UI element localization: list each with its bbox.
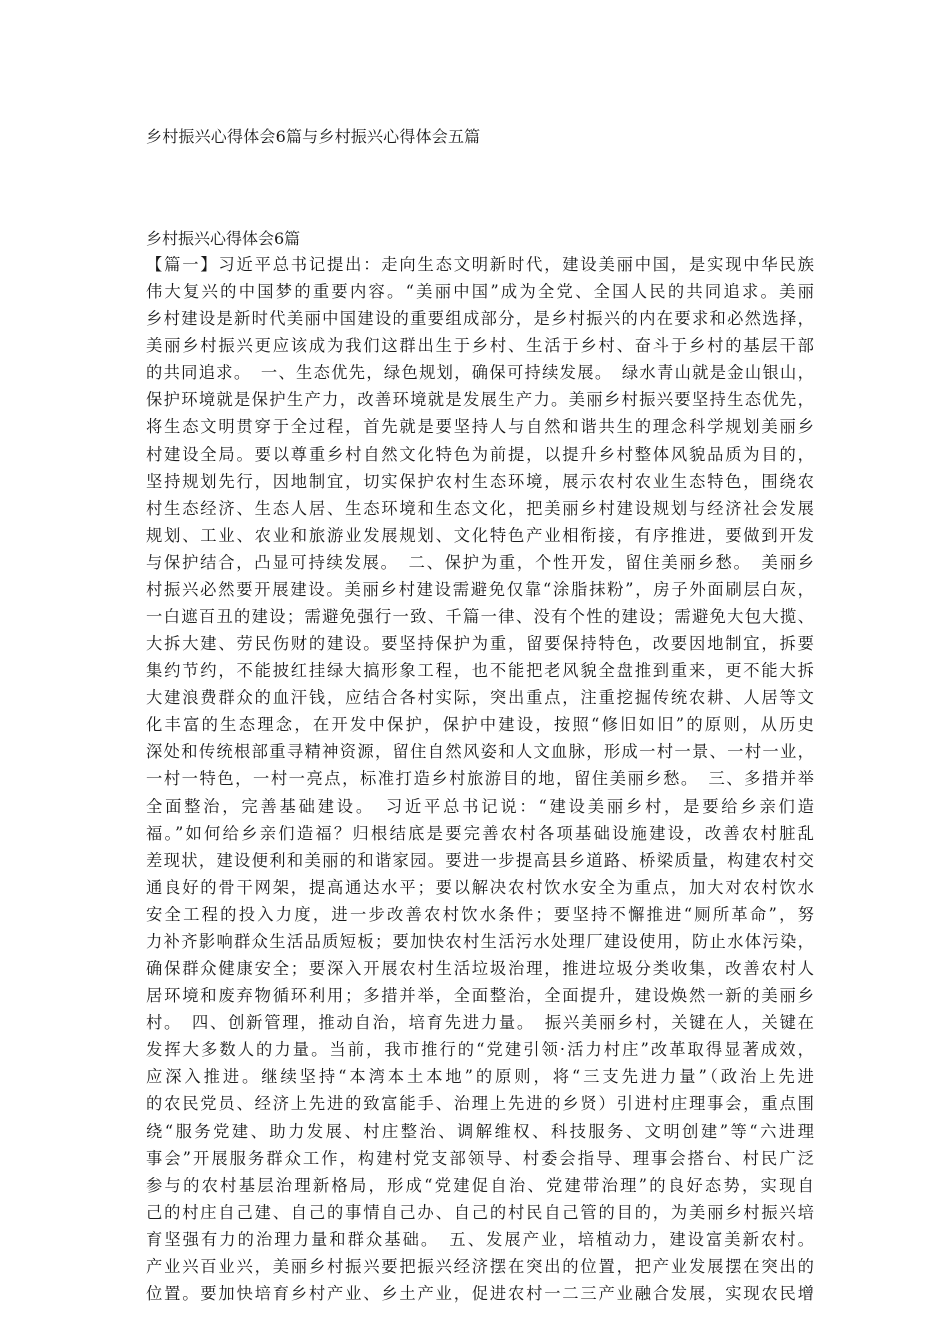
body-text-line: 己的村庄自己建、自己的事情自己办、自己的村民自己管的目的，为美丽乡村振兴培 [146, 1202, 814, 1222]
body-text-line: 村建设全局。要以尊重乡村自然文化特色为前提，以提升乡村整体风貌品质为目的， [146, 444, 814, 464]
body-text-line: 大拆大建、劳民伤财的建设。要坚持保护为重，留要保持特色，改要因地制宜，拆要 [146, 634, 814, 654]
body-text-line: 化丰富的生态理念，在开发中保护，保护中建设，按照“修旧如旧”的原则，从历史 [146, 715, 814, 735]
body-text-line: 应深入推进。继续坚持“本湾本土本地”的原则，将“三支先进力量”（政治上先进 [146, 1067, 814, 1087]
body-text-line: 差现状，建设便利和美丽的和谐家园。要进一步提高县乡道路、桥梁质量，构建农村交 [146, 850, 814, 870]
body-text-line: 深处和传统根部重寻精神资源，留住自然风姿和人文血脉，形成一村一景、一村一业， [146, 742, 814, 762]
body-text-line: 福。”如何给乡亲们造福？归根结底是要完善农村各项基础设施建设，改善农村脏乱 [146, 823, 814, 843]
body-text-line: 坚持规划先行，因地制宜，切实保护农村生态环境，展示农村农业生态特色，围绕农 [146, 471, 814, 491]
body-text-line: 全面整治，完善基础建设。 习近平总书记说：“建设美丽乡村，是要给乡亲们造 [146, 796, 814, 816]
body-text-line: 绕“服务党建、助力发展、村庄整治、调解维权、科技服务、文明创建”等“六进理 [146, 1121, 814, 1141]
body-text-line: 安全工程的投入力度，进一步改善农村饮水条件；要坚持不懈推进“厕所革命”，努 [146, 904, 814, 924]
body-text-line: 保护环境就是保护生产力，改善环境就是发展生产力。美丽乡村振兴要坚持生态优先， [146, 390, 814, 410]
body-text-line: 发挥大多数人的力量。当前，我市推行的“党建引领·活力村庄”改革取得显著成效， [146, 1040, 814, 1060]
body-text-line: 的共同追求。 一、生态优先，绿色规划，确保可持续发展。 绿水青山就是金山银山， [146, 363, 814, 383]
body-text-line: 确保群众健康安全；要深入开展农村生活垃圾治理，推进垃圾分类收集，改善农村人 [146, 959, 814, 979]
body-text-line: 的农民党员、经济上先进的致富能手、治理上先进的乡贤）引进村庄理事会，重点围 [146, 1094, 814, 1114]
body-text-line: 村振兴必然要开展建设。美丽乡村建设需避免仅靠“涂脂抹粉”，房子外面刷层白灰， [146, 579, 814, 599]
body-text-line: 与保护结合，凸显可持续发展。 二、保护为重，个性开发，留住美丽乡愁。 美丽乡 [146, 552, 814, 572]
body-text-line: 村生态经济、生态人居、生态环境和生态文化，把美丽乡村建设规划与经济社会发展 [146, 498, 814, 518]
body-text-line: 乡村建设是新时代美丽中国建设的重要组成部分，是乡村振兴的内在要求和必然选择， [146, 309, 814, 329]
body-text-line: 力补齐影响群众生活品质短板；要加快农村生活污水处理厂建设使用，防止水体污染， [146, 931, 814, 951]
body-text-line: 产业兴百业兴，美丽乡村振兴要把振兴经济摆在突出的位置，把产业发展摆在突出的 [146, 1256, 814, 1276]
body-text-line: 规划、工业、农业和旅游业发展规划、文化特色产业相衔接，有序推进，要做到开发 [146, 525, 814, 545]
body-text-line: 参与的农村基层治理新格局，形成“党建促自治、党建带治理”的良好态势，实现自 [146, 1175, 814, 1195]
body-text-line: 居环境和废弃物循环利用；多措并举，全面整治，全面提升，建设焕然一新的美丽乡 [146, 986, 814, 1006]
body-text-line: 位置。要加快培育乡村产业、乡土产业，促进农村一二三产业融合发展，实现农民增 [146, 1283, 814, 1303]
body-text-line: 将生态文明贯穿于全过程，首先就是要坚持人与自然和谐共生的理念科学规划美丽乡 [146, 417, 814, 437]
body-text-line: 大建浪费群众的血汗钱，应结合各村实际，突出重点，注重挖掘传统农耕、人居等文 [146, 688, 814, 708]
document-title: 乡村振兴心得体会6篇与乡村振兴心得体会五篇 [146, 127, 481, 146]
body-text-line: 事会”开展服务群众工作，构建村党支部领导、村委会指导、理事会搭台、村民广泛 [146, 1148, 814, 1168]
article-body [146, 251, 814, 1307]
body-text-line: 【篇一】习近平总书记提出：走向生态文明新时代，建设美丽中国，是实现中华民族 [146, 255, 814, 274]
section-title: 乡村振兴心得体会6篇 [146, 229, 301, 248]
body-text-line: 村。 四、创新管理，推动自治，培育先进力量。 振兴美丽乡村，关键在人，关键在 [146, 1013, 814, 1033]
body-text-line: 美丽乡村振兴更应该成为我们这群出生于乡村、生活于乡村、奋斗于乡村的基层干部 [146, 336, 814, 356]
body-text-line: 伟大复兴的中国梦的重要内容。“美丽中国”成为全党、全国人民的共同追求。美丽 [146, 282, 814, 302]
body-text-line: 通良好的骨干网架，提高通达水平；要以解决农村饮水安全为重点，加大对农村饮水 [146, 877, 814, 897]
body-text-line: 育坚强有力的治理力量和群众基础。 五、发展产业，培植动力，建设富美新农村。 [146, 1229, 814, 1249]
body-text-line: 一村一特色，一村一亮点，标准打造乡村旅游目的地，留住美丽乡愁。 三、多措并举 [146, 769, 814, 789]
body-text-line: 一白遮百丑的建设；需避免强行一致、千篇一律、没有个性的建设；需避免大包大揽、 [146, 607, 814, 627]
body-text-line: 集约节约，不能披红挂绿大搞形象工程，也不能把老风貌全盘推到重来，更不能大拆 [146, 661, 814, 681]
